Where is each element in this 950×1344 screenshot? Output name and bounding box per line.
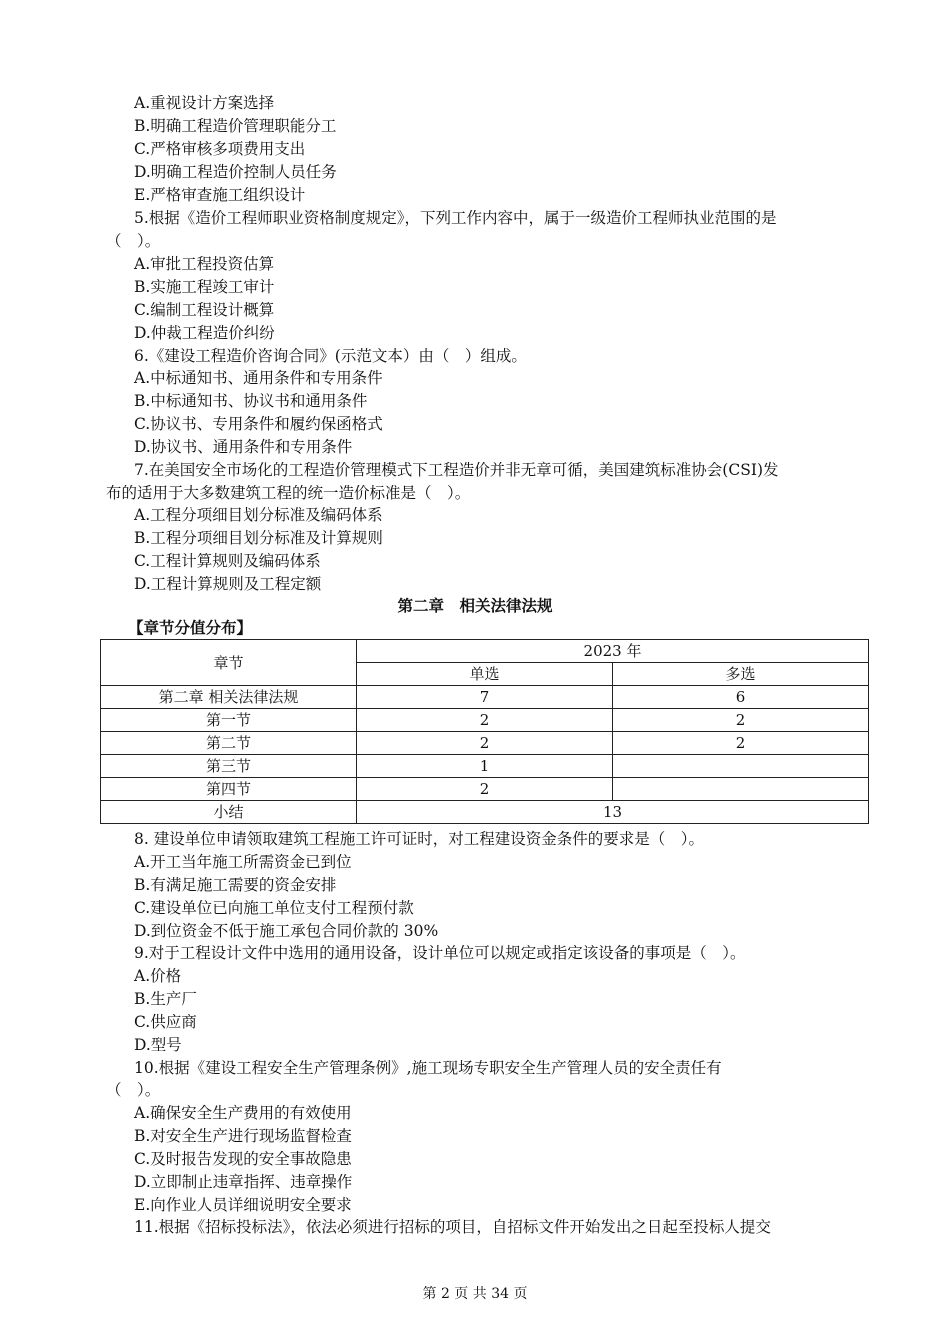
- option-e: E.严格审查施工组织设计: [134, 186, 306, 204]
- row-name: 第二章 相关法律法规: [101, 686, 357, 709]
- score-distribution-table: [100, 639, 869, 824]
- question-8: 8. 建设单位申请领取建筑工程施工许可证时，对工程建设资金条件的要求是（ ）。: [134, 830, 704, 848]
- option-a: A.中标通知书、通用条件和专用条件: [134, 369, 383, 387]
- option-d: D.立即制止违章指挥、违章操作: [134, 1173, 353, 1191]
- option-b: B.生产厂: [134, 990, 197, 1008]
- option-a: A.价格: [134, 967, 182, 985]
- question-11: 11.根据《招标投标法》，依法必须进行招标的项目，自招标文件开始发出之日起至投标人提交: [134, 1218, 771, 1236]
- row-single: 2: [357, 778, 613, 801]
- question-5-cont: （ ）。: [106, 232, 161, 250]
- option-c: C.工程计算规则及编码体系: [134, 552, 321, 570]
- option-d: D.仲裁工程造价纠纷: [134, 324, 275, 342]
- option-a: A.工程分项细目划分标准及编码体系: [134, 506, 383, 524]
- table-header-row: [101, 640, 869, 663]
- option-d: D.到位资金不低于施工承包合同价款的 30%: [134, 922, 439, 940]
- question-7: 7.在美国安全市场化的工程造价管理模式下工程造价并非无章可循，美国建筑标准协会(CSI)发: [134, 461, 779, 479]
- option-b: B.明确工程造价管理职能分工: [134, 117, 337, 135]
- header-chapter: 章节: [101, 640, 357, 686]
- row-multi: 6: [613, 686, 869, 709]
- table-row: [101, 709, 869, 732]
- table-row: [101, 755, 869, 778]
- chapter-title: 第二章 相关法律法规: [397, 597, 553, 615]
- row-multi: [613, 778, 869, 801]
- page-footer: 第 2 页 共 34 页: [422, 1286, 528, 1302]
- header-single: 单选: [357, 663, 613, 686]
- option-d: D.协议书、通用条件和专用条件: [134, 438, 353, 456]
- option-a: A.确保安全生产费用的有效使用: [134, 1104, 352, 1122]
- option-b: B.实施工程竣工审计: [134, 278, 275, 296]
- option-c: C.及时报告发现的安全事故隐患: [134, 1150, 352, 1168]
- option-a: A.审批工程投资估算: [134, 255, 275, 273]
- option-b: B.对安全生产进行现场监督检查: [134, 1127, 352, 1145]
- total-label: 小结: [101, 801, 357, 824]
- question-10-cont: （ ）。: [106, 1081, 161, 1099]
- question-5: 5.根据《造价工程师职业资格制度规定》，下列工作内容中，属于一级造价工程师执业范围的是: [134, 209, 777, 227]
- row-name: 第一节: [101, 709, 357, 732]
- option-c: C.严格审核多项费用支出: [134, 140, 306, 158]
- row-name: 第三节: [101, 755, 357, 778]
- option-a: A.开工当年施工所需资金已到位: [134, 853, 352, 871]
- option-d: D.明确工程造价控制人员任务: [134, 163, 337, 181]
- question-9: 9.对于工程设计文件中选用的通用设备，设计单位可以规定或指定该设备的事项是（ ）。: [134, 944, 746, 962]
- header-multi: 多选: [613, 663, 869, 686]
- row-multi: 2: [613, 732, 869, 755]
- question-7-cont: 布的适用于大多数建筑工程的统一造价标准是（ ）。: [106, 484, 471, 502]
- table-row: [101, 732, 869, 755]
- row-multi: 2: [613, 709, 869, 732]
- option-c: C.建设单位已向施工单位支付工程预付款: [134, 899, 414, 917]
- option-d: D.型号: [134, 1036, 182, 1054]
- option-b: B.工程分项细目划分标准及计算规则: [134, 529, 383, 547]
- header-year: 2023 年: [357, 640, 869, 663]
- option-e: E.向作业人员详细说明安全要求: [134, 1196, 352, 1214]
- option-a: A.重视设计方案选择: [134, 94, 275, 112]
- row-name: 第二节: [101, 732, 357, 755]
- option-c: C.协议书、专用条件和履约保函格式: [134, 415, 383, 433]
- table-total-row: [101, 801, 869, 824]
- row-single: 1: [357, 755, 613, 778]
- option-b: B.中标通知书、协议书和通用条件: [134, 392, 368, 410]
- question-10: 10.根据《建设工程安全生产管理条例》,施工现场专职安全生产管理人员的安全责任有: [134, 1059, 722, 1077]
- row-single: 2: [357, 709, 613, 732]
- row-multi: [613, 755, 869, 778]
- option-b: B.有满足施工需要的资金安排: [134, 876, 337, 894]
- option-c: C.编制工程设计概算: [134, 301, 275, 319]
- row-name: 第四节: [101, 778, 357, 801]
- question-6: 6.《建设工程造价咨询合同》(示范文本）由（ ）组成。: [134, 347, 527, 365]
- option-c: C.供应商: [134, 1013, 197, 1031]
- section-subtitle: 【章节分值分布】: [128, 619, 253, 637]
- table-row: [101, 778, 869, 801]
- row-single: 2: [357, 732, 613, 755]
- total-value: 13: [357, 801, 869, 824]
- option-d: D.工程计算规则及工程定额: [134, 575, 322, 593]
- table-row: [101, 686, 869, 709]
- row-single: 7: [357, 686, 613, 709]
